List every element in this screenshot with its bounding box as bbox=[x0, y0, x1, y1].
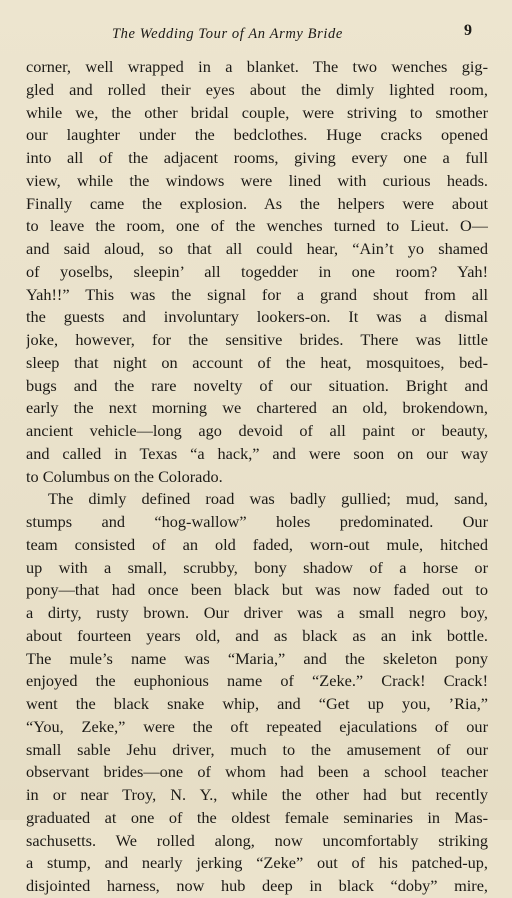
page-header bbox=[0, 0, 512, 60]
text-line: went the black snake whip, and “Get up you, ’Ria,” bbox=[26, 694, 488, 713]
text-line: ancient vehicle—long ago devoid of all paint or beauty, bbox=[26, 421, 488, 440]
text-line: observant brides—one of whom had been a school teacher bbox=[26, 762, 488, 782]
text-line: “You, Zeke,” were the oft repeated ejaculations of our bbox=[26, 716, 488, 736]
text-line: to Columbus on the Colorado. bbox=[26, 466, 223, 486]
page-number: 9 bbox=[464, 22, 472, 39]
text-line: The dimly defined road was badly gullied; mud, sand, bbox=[48, 489, 488, 509]
text-line: pony—that had once been black but was now faded out to bbox=[26, 580, 488, 600]
text-line: corner, well wrapped in a blanket. The two wenches gig- bbox=[26, 57, 488, 76]
text-line: early the next morning we chartered an old, brokendown, bbox=[26, 398, 488, 418]
text-line: a stump, and nearly jerking “Zeke” out of his patched-up, bbox=[26, 853, 488, 873]
text-line: enjoyed the euphonious name of “Zeke.” Crack! Crack! bbox=[26, 671, 488, 691]
text-line: in or near Troy, N. Y., while the other had but recently bbox=[26, 785, 488, 804]
text-line: sachusetts. We rolled along, now uncomfortably striking bbox=[26, 830, 488, 850]
text-line: and called in Texas “a hack,” and were soon on our way bbox=[26, 443, 488, 463]
text-line: Finally came the explosion. As the helpers were about bbox=[26, 193, 488, 213]
running-title: The Wedding Tour of An Army Bride bbox=[112, 26, 343, 42]
text-line: the guests and involuntary lookers-on. It was a dismal bbox=[26, 307, 488, 327]
text-line: a dirty, rusty brown. Our driver was a small negro boy, bbox=[26, 603, 488, 622]
text-line: of yoselbs, sleepin’ all togedder in one room? Yah! bbox=[26, 261, 488, 281]
text-line: disjointed harness, now hub deep in black “doby” mire, bbox=[26, 876, 488, 895]
text-line: team consisted of an old faded, worn-out mule, hitched bbox=[26, 534, 488, 554]
text-line: our laughter under the bedclothes. Huge cracks opened bbox=[26, 125, 488, 145]
text-line: stumps and “hog-wallow” holes predominated. Our bbox=[26, 512, 488, 531]
text-line: while we, the other bridal couple, were striving to smother bbox=[26, 102, 488, 122]
text-line: Yah!!” This was the signal for a grand shout from all bbox=[26, 284, 488, 304]
text-line: small sable Jehu driver, much to the amusement of our bbox=[26, 739, 488, 759]
text-line: up with a small, scrubby, bony shadow of a horse or bbox=[26, 557, 488, 577]
paragraph bbox=[26, 56, 488, 488]
text-line: and said aloud, so that all could hear, “Ain’t yo shamed bbox=[26, 239, 488, 258]
text-line: The mule’s name was “Maria,” and the skeleton pony bbox=[26, 648, 488, 668]
paragraph bbox=[26, 488, 488, 898]
text-line: bugs and the rare novelty of our situation. Bright and bbox=[26, 375, 488, 395]
text-line: to leave the room, one of the wenches turned to Lieut. O— bbox=[26, 216, 488, 236]
text-line: sleep that night on account of the heat, mosquitoes, bed- bbox=[26, 352, 488, 372]
text-line: view, while the windows were lined with curious heads. bbox=[26, 170, 488, 190]
body-text bbox=[26, 56, 488, 898]
text-line: gled and rolled their eyes about the dimly lighted room, bbox=[26, 79, 488, 99]
text-line: into all of the adjacent rooms, giving every one a full bbox=[26, 148, 488, 167]
text-line: about fourteen years old, and as black as an ink bottle. bbox=[26, 625, 488, 645]
text-line: graduated at one of the oldest female seminaries in Mas- bbox=[26, 807, 488, 827]
text-line: joke, however, for the sensitive brides. There was little bbox=[26, 330, 488, 349]
